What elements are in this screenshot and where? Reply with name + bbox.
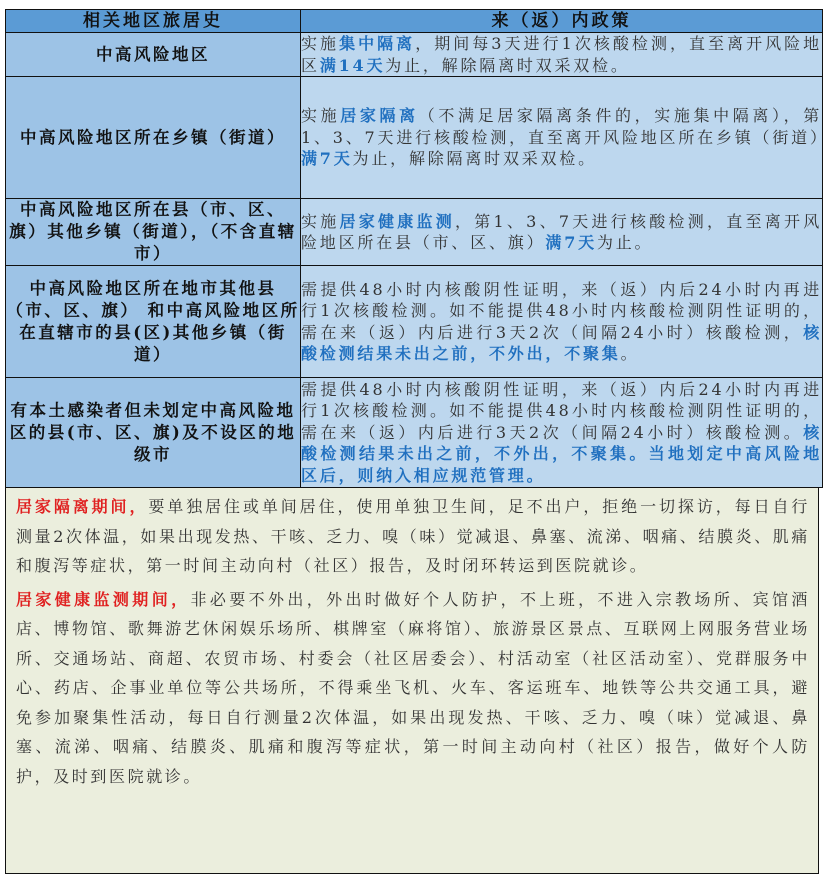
policy-text: 为止，解除隔离时双采双检。 bbox=[352, 149, 597, 169]
policy-cell bbox=[301, 199, 823, 266]
note-text: 要单独居住或单间居住，使用单独卫生间，足不出户，拒绝一切探访，每日自行测量2次体温，如果出现发热、干咳、乏力、嗅（味）觉减退、鼻塞、流涕、咽痛、结膜炎、肌痛和腹泻等症状，第一时间主动向村（社区）报告，及时闭环转运到医院就诊。 bbox=[16, 497, 810, 575]
header-entry-policy: 来（返）内政策 bbox=[301, 10, 823, 33]
policy-highlight: 满7天 bbox=[301, 149, 353, 169]
table-row bbox=[6, 378, 823, 488]
region-cell: 中高风险地区所在地市其他县（市、区、旗） 和中高风险地区所在直辖市的县(区)其他乡镇（街道） bbox=[6, 266, 301, 378]
policy-highlight: 居家健康监测 bbox=[339, 211, 455, 231]
policy-text: ，第1、3、7天进行核酸检测，直至离开风险地区所在县（市、区、旗） bbox=[301, 211, 822, 252]
note-label: 居家健康监测期间， bbox=[16, 589, 191, 609]
policy-text: 实施 bbox=[301, 34, 340, 53]
table-row bbox=[6, 266, 823, 378]
note-label: 居家隔离期间， bbox=[16, 497, 149, 516]
policy-highlight: 满14天 bbox=[319, 55, 386, 75]
policy-text: ，期间每3天进行1次核酸检测，直至离开风险地区 bbox=[301, 34, 822, 75]
policy-highlight: 满7天 bbox=[545, 233, 597, 252]
policy-table bbox=[5, 9, 829, 488]
policy-text: 需提供48小时内核酸阴性证明，来（返）内后24小时内再进行1次核酸检测。如不能提供48小时内核酸检测阴性证明的，需在来（返）内后进行3天2次（间隔24小时）核酸检测。 bbox=[301, 379, 822, 442]
policy-text: 为止。 bbox=[596, 233, 654, 252]
policy-text: 需提供48小时内核酸阴性证明，来（返）内后24小时内再进行1次核酸检测。如不能提供48小时内核酸检测阴性证明的，需在来（返）内后进行3天2次（间隔24小时）核酸检测， bbox=[301, 279, 822, 342]
policy-cell bbox=[301, 266, 823, 378]
note-home-health-monitoring bbox=[16, 585, 810, 792]
policy-text: 为止，解除隔离时双采双检。 bbox=[385, 55, 630, 75]
table-row bbox=[6, 33, 823, 77]
region-cell: 中高风险地区所在县（市、区、旗）其他乡镇（街道），（不含直辖市） bbox=[6, 199, 301, 266]
policy-highlight: 集中隔离 bbox=[339, 34, 416, 53]
notes-box bbox=[5, 488, 819, 874]
table-header-row bbox=[6, 10, 823, 33]
policy-cell bbox=[301, 77, 829, 199]
policy-cell bbox=[301, 378, 823, 488]
policy-cell bbox=[301, 33, 823, 77]
note-text: 非必要不外出，外出时做好个人防护，不上班，不进入宗教场所、宾馆酒店、博物馆、歌舞游艺休闲娱乐场所、棋牌室（麻将馆）、旅游景区景点、互联网上网服务营业场所、交通场站、商超、农贸市场、村委会（社区居委会）、村活动室（社区活动室）、党群服务中心、药店、企事业单位等公共场所，不得乘坐飞机、火车、客运班车、地铁等公共交通工具，避免参加聚集性活动，每日自行测量2次体温，如果出现发热、干咳、乏力、嗅（味）觉减退、鼻塞、流涕、咽痛、结膜炎、肌痛和腹泻等症状，第一时间主动向村（社区）报告，做好个人防护，及时到医院就诊。 bbox=[16, 589, 810, 786]
policy-text: 实施 bbox=[301, 106, 341, 126]
table-row bbox=[6, 77, 823, 199]
policy-document bbox=[5, 9, 829, 874]
table-row bbox=[6, 199, 823, 266]
region-cell: 有本土感染者但未划定中高风险地区的县(市、区、旗)及不设区的地级市 bbox=[6, 378, 301, 488]
policy-text: （不满足居家隔离条件的，实施集中隔离），第1、3、7天进行核酸检测，直至离开风险地区所在乡镇（街道） bbox=[301, 106, 829, 147]
header-travel-history: 相关地区旅居史 bbox=[6, 10, 301, 33]
region-cell: 中高风险地区所在乡镇（街道） bbox=[6, 77, 301, 199]
note-home-isolation bbox=[16, 492, 810, 581]
policy-highlight: 核酸检测结果未出之前，不外出，不聚集 bbox=[301, 322, 822, 363]
policy-highlight: 居家隔离 bbox=[340, 106, 419, 126]
policy-highlight: 核酸检测结果未出之前，不外出，不聚集。当地划定中高风险地区后，则纳入相应规范管理。 bbox=[301, 422, 822, 485]
policy-text: 实施 bbox=[301, 211, 340, 231]
policy-text: 。 bbox=[620, 344, 640, 363]
region-cell: 中高风险地区 bbox=[6, 33, 301, 77]
